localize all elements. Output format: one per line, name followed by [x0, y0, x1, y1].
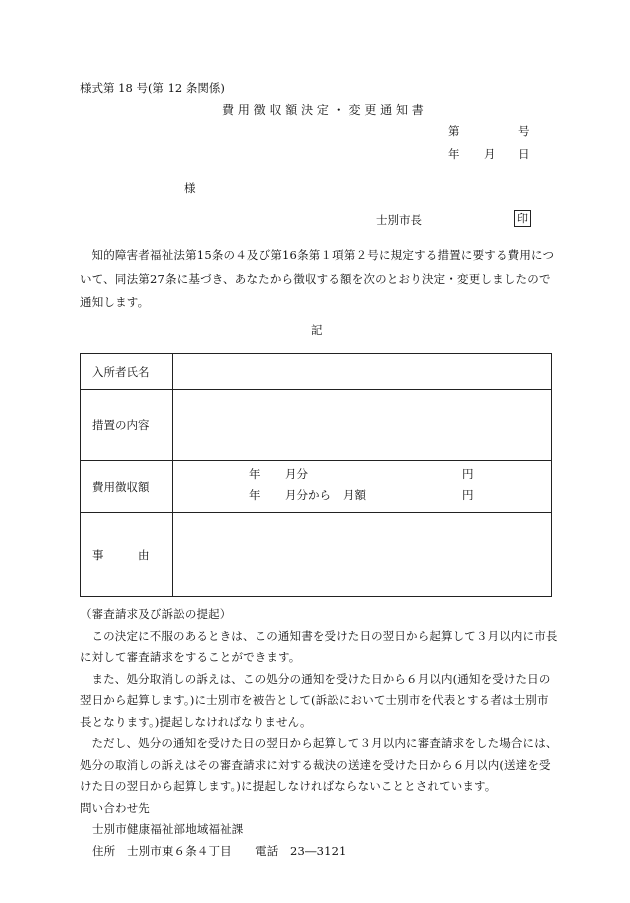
notes-paragraph-2: また、処分取消しの訴えは、この処分の通知を受けた日から６月以内(通知を受けた日の翌日から起算します。)に士別市を被告として(訴訟において士別市を代表とする者は士別市長となります。)提起しなければなりません。: [80, 671, 551, 729]
fee-line1-year: 年: [249, 466, 261, 481]
notes-paragraph-3: ただし、処分の通知を受けた日の翌日から起算して３月以内に審査請求をした場合には、処分の取消しの訴えはその審査請求に対する裁決の送達を受けた日から６月以内(送達を受けた日の翌日から起算します。)に提起しなければならないこととされています。: [80, 736, 558, 793]
fee-line2-month: 月分から: [285, 487, 331, 502]
ki-heading: 記: [311, 323, 323, 337]
fee-value: [173, 461, 552, 513]
fee-line2-monthly: 月額: [343, 487, 366, 502]
date-day: 日: [518, 147, 530, 161]
fee-line-1: [173, 466, 551, 487]
number-prefix: 第: [448, 124, 460, 138]
notes-heading: （審査請求及び訴訟の提起）: [80, 607, 232, 621]
seal-icon: 印: [514, 210, 531, 227]
content-label: 措置の内容: [81, 390, 173, 461]
document-title: 費 用 徴 収 額 決 定 ・ 変 更 通 知 書: [222, 103, 424, 117]
appeal-notes: [80, 604, 560, 862]
addressee-suffix: 様: [184, 181, 196, 195]
fee-line2-year: 年: [249, 487, 261, 502]
fee-label: 費用徴収額: [81, 461, 173, 513]
date-year: 年: [448, 147, 460, 161]
fee-line1-yen: 円: [462, 466, 474, 481]
content-value: [173, 390, 552, 461]
date-month: 月: [484, 147, 496, 161]
notes-paragraph-1: この決定に不服のあるときは、この通知書を受けた日の翌日から起算して３月以内に市長に対して審査請求をすることができます。: [80, 628, 558, 664]
table-row-reason: [81, 513, 552, 597]
name-label: 入所者氏名: [81, 354, 173, 390]
notice-text: 知的障害者福祉法第15条の４及び第16条第１項第２号に規定する措置に要する費用について、同法第27条に基づき、あなたから徴収する額を次のとおり決定・変更しましたので通知します。: [80, 248, 555, 309]
fee-line1-month: 月分: [285, 466, 308, 481]
form-number: 様式第 18 号(第 12 条関係): [80, 81, 225, 95]
table-row-name: [81, 354, 552, 390]
number-suffix: 号: [518, 124, 530, 138]
reason-label: 事 由: [81, 513, 173, 597]
reason-value: [173, 513, 552, 597]
table-row-fee: [81, 461, 552, 513]
fee-line2-yen: 円: [462, 487, 474, 502]
contact-heading: 問い合わせ先: [80, 800, 150, 815]
notice-paragraph: [80, 244, 556, 315]
table-row-content: [81, 390, 552, 461]
name-value: [173, 354, 552, 390]
contact-address: 住所 士別市東６条４丁目 電話 23―3121: [92, 843, 347, 858]
fee-line-2: [173, 487, 551, 508]
fee-table: [80, 353, 552, 597]
contact-department: 士別市健康福祉部地域福祉課: [92, 822, 244, 836]
seal-mark: [514, 210, 531, 227]
issuer: 士別市長: [376, 213, 422, 227]
